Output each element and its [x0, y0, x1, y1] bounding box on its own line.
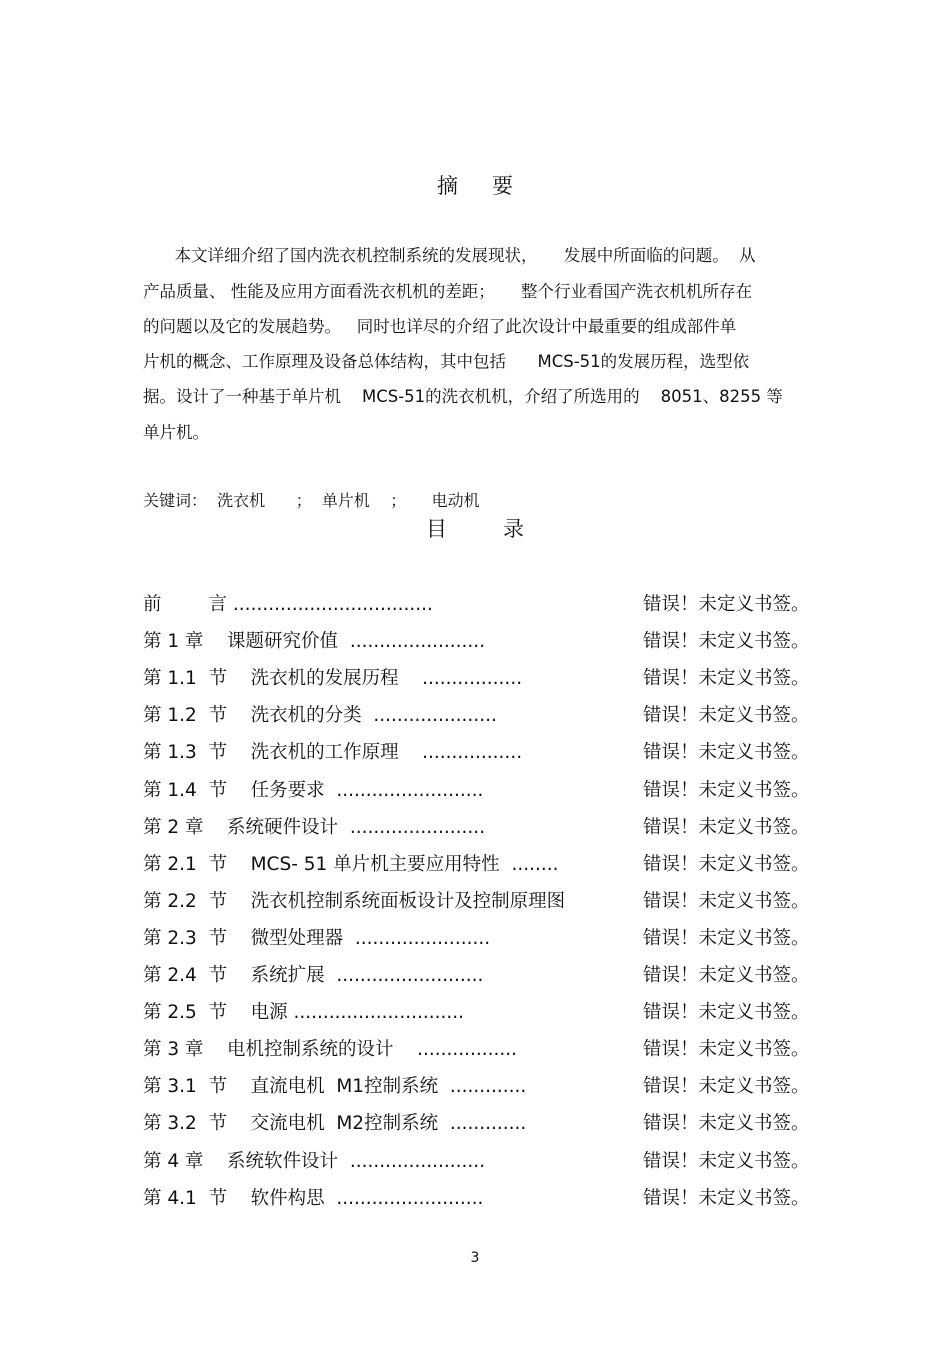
toc-entry[interactable]: [143, 1109, 823, 1139]
toc-entry[interactable]: [143, 850, 823, 880]
abstract-line: 的问题以及它的发展趋势。 同时也详尽的介绍了此次设计中最重要的组成部件单: [143, 317, 737, 336]
toc-entry-page: 错误！未定义书签。: [643, 1002, 810, 1024]
abstract-line: 单片机。: [143, 423, 209, 442]
abstract-line: 片机的概念、工作原理及设备总体结构，其中包括 MCS-51的发展历程，选型依: [143, 352, 750, 371]
abstract-line: 据。设计了一种基于单片机 MCS-51的洗衣机机，介绍了所选用的 8051、8255 等: [143, 387, 783, 406]
toc-entry-title: 第 2 章 系统硬件设计 .......................: [143, 816, 486, 838]
toc-entry-page: 错误！未定义书签。: [643, 1039, 810, 1061]
toc-entry-page: 错误！未定义书签。: [643, 668, 810, 690]
toc-entry-title: 前 言 ..................................: [143, 594, 433, 615]
toc-entry-title: 第 1 章 课题研究价值 .......................: [143, 631, 486, 653]
toc-entry-title: 第 2.3 节 微型处理器 .......................: [143, 927, 491, 949]
toc-entry[interactable]: [143, 1035, 823, 1065]
toc-entry-title: 第 3.2 节 交流电机 M2控制系统 .............: [143, 1113, 527, 1135]
toc-entry-page: 错误！未定义书签。: [643, 1076, 810, 1098]
toc-entry-page: 错误！未定义书签。: [643, 594, 810, 615]
toc-entry-page: 错误！未定义书签。: [643, 890, 810, 912]
toc-entry-page: 错误！未定义书签。: [643, 1150, 810, 1172]
abstract-line: 本文详细介绍了国内洗衣机控制系统的发展现状， 发展中所面临的问题。 从: [143, 246, 756, 265]
toc-entry[interactable]: [143, 776, 823, 806]
toc-entry-page: 错误！未定义书签。: [643, 816, 810, 838]
toc-title: 目录: [426, 517, 580, 541]
toc-entry-title: 第 3.1 节 直流电机 M1控制系统 .............: [143, 1076, 527, 1098]
toc-entry-page: 错误！未定义书签。: [643, 631, 810, 653]
toc-entry-page: 错误！未定义书签。: [643, 927, 810, 949]
toc-entry[interactable]: [143, 961, 823, 991]
toc-entry-title: 第 1.3 节 洗衣机的工作原理 .................: [143, 742, 523, 764]
toc-entry-title: 第 2.5 节 电源 .............................: [143, 1002, 465, 1024]
toc-entry-page: 错误！未定义书签。: [643, 853, 810, 875]
toc-entry-page: 错误！未定义书签。: [643, 1113, 810, 1135]
toc-entry-title: 第 4.1 节 软件构思 .........................: [143, 1187, 484, 1209]
toc-entry-title: 第 1.1 节 洗衣机的发展历程 .................: [143, 668, 523, 690]
toc-entry[interactable]: [143, 1147, 823, 1177]
toc-entry-page: 错误！未定义书签。: [643, 1187, 810, 1209]
toc-entry[interactable]: [143, 813, 823, 843]
toc-entry-title: 第 2.1 节 MCS- 51 单片机主要应用特性 ........: [143, 853, 559, 875]
toc-entry-title: 第 2.2 节 洗衣机控制系统面板设计及控制原理图: [143, 890, 566, 912]
toc-entry-title: 第 4 章 系统软件设计 .......................: [143, 1150, 486, 1172]
toc-entry[interactable]: [143, 924, 823, 954]
toc-entry[interactable]: [143, 738, 823, 768]
toc-entry[interactable]: [143, 887, 823, 917]
toc-entry-title: 第 2.4 节 系统扩展 .........................: [143, 965, 484, 986]
toc-entry[interactable]: [143, 701, 823, 731]
toc-entry-page: 错误！未定义书签。: [643, 965, 810, 986]
keywords: 关键词： 洗衣机 ； 单片机 ； 电动机: [143, 491, 480, 510]
toc-entry-page: 错误！未定义书签。: [643, 779, 810, 801]
toc-entry-title: 第 1.2 节 洗衣机的分类 .....................: [143, 705, 497, 727]
toc-entry[interactable]: [143, 1072, 823, 1102]
abstract-title: 摘要: [437, 174, 547, 198]
toc-entry-page: 错误！未定义书签。: [643, 705, 810, 727]
toc-entry[interactable]: [143, 627, 823, 657]
toc-entry[interactable]: [143, 998, 823, 1028]
toc-entry[interactable]: [143, 664, 823, 694]
toc-entry[interactable]: [143, 590, 823, 620]
toc-entry[interactable]: [143, 1184, 823, 1214]
toc-entry-title: 第 1.4 节 任务要求 .........................: [143, 779, 484, 801]
toc-entry-title: 第 3 章 电机控制系统的设计 .................: [143, 1039, 518, 1061]
abstract-line: 产品质量、 性能及应用方面看洗衣机机的差距； 整个行业看国产洗衣机机所存在: [143, 282, 752, 301]
toc-entry-page: 错误！未定义书签。: [643, 742, 810, 764]
page-number: 3: [470, 1250, 480, 1266]
